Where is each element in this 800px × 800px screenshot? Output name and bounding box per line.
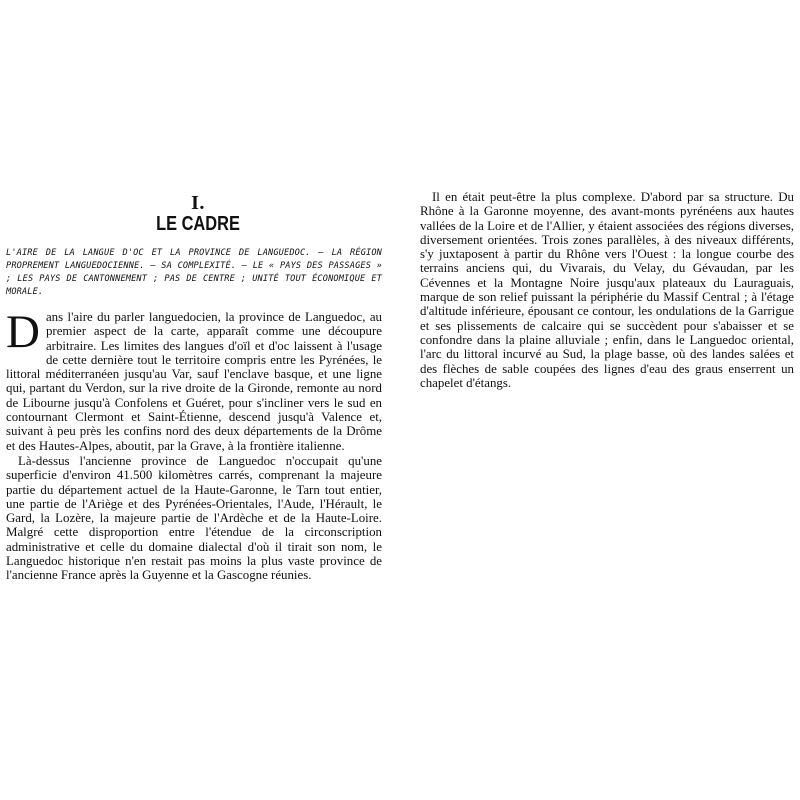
chapter-summary: L'AIRE DE LA LANGUE D'OC ET LA PROVINCE DE LANGUEDOC. — LA RÉGION PROPREMENT LANGUEDOCIENNE. — SA COMPLEXITÉ. — LE « PAYS DES PASSAGES » ; LES PAYS DE CANTONNEMENT ; PAS DE CENTRE ; UNITÉ TOUT ÉCONOMIQUE ET MORALE. xyxy=(6,248,382,297)
chapter-title: LE CADRE xyxy=(156,213,240,235)
paragraph-1 xyxy=(6,306,382,453)
paragraph-2 xyxy=(6,454,382,583)
chapter-number: I. xyxy=(191,192,205,214)
paragraph-1-text: ans l'aire du parler languedocien, la province de Languedoc, au premier aspect de la carte, apparaît comme une découpure arbitraire. Les limites des langues d'oïl et d'oc laissent à l'usage de cette dernière tout le territoire compris entre les Pyrénées, le littoral méditerranéen jusqu'au Var, sauf l'enclave basque, et une ligne qui, partant du Verdon, sur la rive droite de la Gironde, remonte au nord de Libourne jusqu'à Confolens et Guéret, pour s'incliner vers le sud en contournant Clermont et Saint-Étienne, descend jusqu'à Valence et, suivant à peu près les confins nord des deux départements de la Drôme et des Hautes-Alpes, aboutit, par la Grave, à la frontière italienne. xyxy=(6,310,382,453)
paragraph-2-text: Là-dessus l'ancienne province de Languedoc n'occupait qu'une superficie d'environ 41.500 kilomètres carrés, comprenant la majeure partie du département actuel de la Haute-Garonne, le Tarn tout entier, une partie de l'Ariège et des Pyrénées-Orientales, l'Aude, l'Hérault, le Gard, la Lozère, la majeure partie de l'Ardèche et de la Haute-Loire. Malgré cette disproportion entre l'étendue de la circonscription administrative et celle du domaine dialectal d'où il tirait son nom, le Languedoc historique n'en restait pas moins la plus vaste province de l'ancienne France après la Guyenne et la Gascogne réunies. xyxy=(6,454,382,583)
drop-cap: D xyxy=(6,306,40,358)
right-column xyxy=(420,190,794,390)
paragraph-3-text: Il en était peut-être la plus complexe. D'abord par sa structure. Du Rhône à la Garonne moyenne, des avant-monts pyrénéens aux hautes vallées de la Loire et de l'Allier, y étaient associées des régions diverses, diversement orientées. Trois zones parallèles, à des niveaux différents, s'y juxtaposent à partir du Rhône vers l'Ouest : la longue courbe des terrains anciens qui, du Vivarais, du Velay, du Gévaudan, par les Cévennes et la Montagne Noire jusqu'aux plateaux du Lauraguais, marque de son relief puissant la périphérie du Massif Central ; à l'étage d'altitude inférieure, épousant ce contour, les ondulations de la Garrigue et ses plissements de calcaire qui se succèdent pour s'abaisser et se confondre dans la plaine alluviale ; enfin, dans le Languedoc oriental, l'arc du littoral incurvé au Sud, la plage basse, où des landes salées et des flèches de sable coupées des lignes d'eau des graus enserrent un chapelet d'étangs. xyxy=(420,190,794,390)
